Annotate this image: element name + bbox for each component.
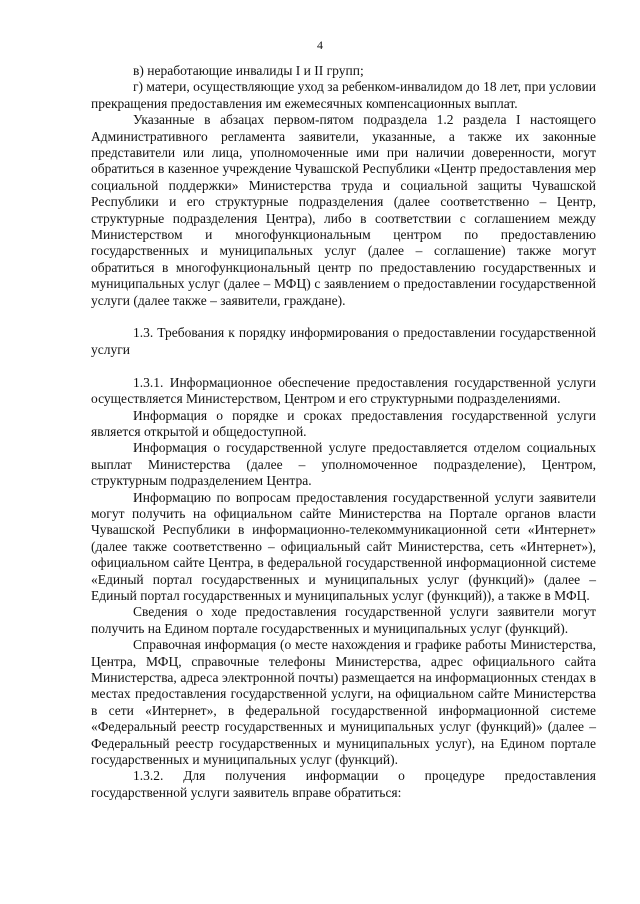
section-heading-1-3: 1.3. Требования к порядку информирования о предоставлении государственной услуги [91,325,596,357]
document-body [91,63,596,801]
spacer [91,309,596,325]
paragraph-info-sources: Информацию по вопросам предоставления государственной услуги заявители могут получить на официальном сайте Министерства на Портале органов власти Чувашской Республики в информационно-телекоммуникационной сети «Интернет» (далее также соответственно – официальный сайт Министерства, сеть «Интернет»), официальном сайте Центра, в федеральной государственной информационной системе «Единый портал государственных и муниципальных услуг (функций)» (далее – Единый портал государственных и муниципальных услуг (функций)), а также в МФЦ. [91,489,596,603]
paragraph-1-3-1: 1.3.1. Информационное обеспечение предоставления государственной услуги осуществляется Министерством, Центром и его структурными подразделениями. [91,374,596,407]
paragraph-reference-info: Справочная информация (о месте нахождения и графике работы Министерства, Центра, МФЦ, справочные телефоны Министерства, адрес официального сайта Министерства, адреса электронной почты) размещается на информационных стендах в местах предоставления государственной услуги, на официальном сайте Министерства в сети «Интернет», в федеральной государственной информационной системе «Федеральный реестр государственных и муниципальных услуг (функций)» (далее – Федеральный реестр государственных и муниципальных услуг), на Едином портале государственных и муниципальных услуг (функций). [91,637,596,768]
paragraph-1-3-2: 1.3.2. Для получения информации о процедуре предоставления государственной услуги заявитель вправе обратиться: [91,768,596,800]
paragraph-info-provided-by: Информация о государственной услуге предоставляется отделом социальных выплат Министерства (далее – уполномоченное подразделение), Центром, структурным подразделением Центра. [91,440,596,489]
paragraph-status-info: Сведения о ходе предоставления государственной услуги заявители могут получить на Едином портале государственных и муниципальных услуг (функций). [91,604,596,636]
page-number: 4 [317,38,323,52]
spacer [91,358,596,374]
paragraph-info-open: Информация о порядке и сроках предоставления государственной услуги является открытой и общедоступной. [91,407,596,439]
paragraph-list-item-g: г) матери, осуществляющие уход за ребенком-инвалидом до 18 лет, при условии прекращения предоставления им ежемесячных компенсационных выплат. [91,79,596,111]
paragraph-list-item-v: в) неработающие инвалиды I и II групп; [133,63,364,78]
paragraph-applicants: Указанные в абзацах первом-пятом подраздела 1.2 раздела I настоящего Административного регламента заявители, указанные, а также их законные представители или лица, уполномоченные ими при наличии доверенности, могут обратиться в казенное учреждение Чувашской Республики «Центр предоставления мер социальной поддержки» Министерства труда и социальной защиты Чувашской Республики и его структурные подразделения (далее соответственно – Центр, структурные подразделения Центра), либо в соответствии с соглашением между Министерством и многофункциональным центром по предоставлению государственных и муниципальных услуг (далее – соглашение) также могут обратиться в многофункциональный центр по предоставлению государственных и муниципальных услуг (далее – МФЦ) с заявлением о предоставлении государственной услуги (далее также – заявители, граждане). [91,112,596,308]
